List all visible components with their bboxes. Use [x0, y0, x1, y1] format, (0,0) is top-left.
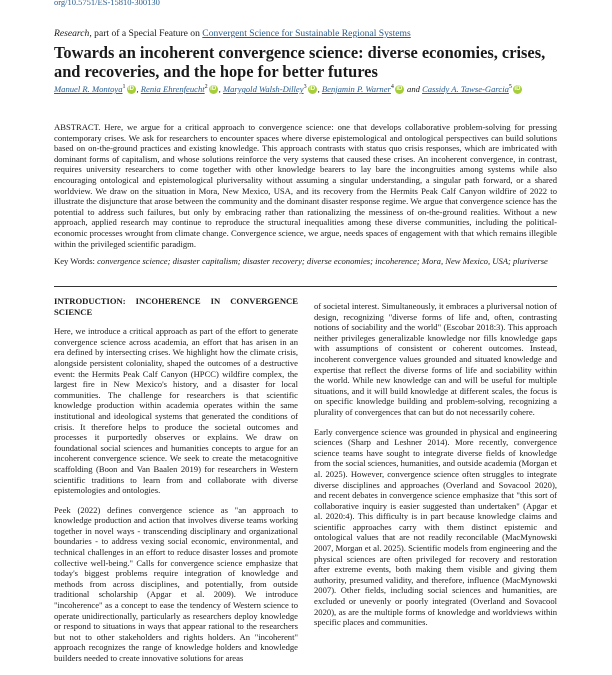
author-name[interactable]: Cassidy A. Tawse-Garcia: [422, 83, 509, 94]
paragraph: Peek (2022) defines convergence science as "an approach to knowledge production and action that involves diverse teams working together in novel ways - transcending disciplinary and organizational boundaries - to address vexing social economic, environmental, and technical challenges in an effort to reduce disaster losses and promote collective well-being." Calls for convergence science emphasize that today's biggest problems require integration of knowledge and methods from across disciplines, and potentially, from outside traditional scholarship (Apgar et al. 2009). We introduce "incoherence" as a concept to ease the tendency of Western science to operate unidirectionally, particularly as researchers deploy knowledge or respond to situations in ways that appear rational to the researchers but not to other stakeholders and rights holders. An "incoherent" approach recognizes the range of knowledge holders and knowledge builders needed to create innovative solutions for areas: [54, 504, 298, 663]
author-name[interactable]: Marygold Walsh-Dilley: [222, 83, 304, 94]
author-affiliation: 1: [122, 84, 126, 90]
author-affiliation: 3: [303, 84, 307, 90]
section-divider: [54, 286, 557, 287]
paragraph: of societal interest. Simultaneously, it embraces a pluriversal notion of design, recognizing "diverse forms of life and, often, contrasting notions of sociability and the world" (Escobar 2018:3). This approach neither privileges generalizable knowledge nor fills knowledge gaps with assumptions of consistent or coherent outcomes. Instead, incoherent convergence values grounded and situated knowledge and expertise that reflect the diverse forms of life and sociability within the world. While new knowledge can and will be useful for multiple situations, and it will build knowledge at different scales, the focus is on specific knowledge building and problem-solving, recognizing a plurality of convergences that can but do not necessarily cohere.: [314, 301, 557, 417]
author-affiliation: 5: [508, 84, 512, 90]
keywords-text: convergence science; disaster capitalism; disaster recovery; diverse economies; incoherence; Mora, New Mexico, USA; pluriverse: [97, 256, 548, 266]
abstract-text: Here, we argue for a critical approach to convergence science: one that develops collaborative problem-solving for pressing contemporary crises. We ask for researchers to encounter spaces where diverse epistemological and ontological perspectives can build solutions based on on-the-ground practices and existing knowledge. This approach contrasts with status quo crisis responses, which are imbricated with dominant forms of capitalism, and whose solutions reinforce the very systems that caused these crises. An incoherent convergence, in contrast, requires university researchers to come together with other knowledge bearers to lay bare the incongruities among systems while also encouraging ontological and epistemological pluriversality without assuming a singular understanding, a singular path forward, or a shared worldview. We draw on the situation in Mora, New Mexico, USA, and its recovery from the Hermits Peak Calf Canyon wildfire of 2022 to illustrate the disjuncture that arose between the community and the dominant disaster response regime. We argue that convergence science has the potential to address such failures, but only by embracing rather than rationalizing the messiness of on-the-ground realities. Without a new approach, applied research may continue to reproduce the structural inequalities among these diverse communities, including the political-economic processes wrought from climate change. Convergence science, we argue, needs spaces of engagement with that which remains illegible within the privileged scientific paradigm.: [54, 122, 557, 249]
special-feature-link[interactable]: Convergent Science for Sustainable Regional Systems: [202, 28, 411, 39]
orcid-icon[interactable]: iD: [514, 86, 521, 93]
paragraph: Early convergence science was grounded in physical and engineering sciences (Sharp and Leshner 2014). More recently, convergence science teams have sought to integrate diverse fields of knowledge from the social sciences, humanities, and outside academia (Morgan et al. 2025). However, convergence science often struggles to integrate diverse disciplines and approaches (Overland and Sovacool 2020), and recent debates in convergence science emphasize that "this sort of collaborative inquiry is easier suggested than undertaken" (Apgar et al. 2020:4). This difficulty is in part because knowledge claims and scientific approaches carry with them distinct epistemic and ontological values that are not readily reconcilable (MacMynowski 2007, Morgan et al. 2025). Scientific models from engineering and the physical sciences are often privileged for recovery and restoration after extreme events, both making them visible and giving them authority, presumed validity, and therefore, influence (MacMynowski 2007). Other fields, including social sciences and humanities, are excluded or unevenly or poorly integrated (Overland and Sovacool 2020), as are the multiple forms of knowledge and worldviews within specific places and communities.: [314, 426, 558, 628]
author-name[interactable]: Manuel R. Montoya: [54, 83, 123, 94]
author-affiliation: 2: [204, 84, 208, 90]
author-affiliation: 4: [390, 84, 394, 90]
orcid-icon[interactable]: iD: [396, 86, 403, 93]
doi-link[interactable]: org/10.5751/ES-15810-300130: [54, 0, 160, 7]
abstract-label: ABSTRACT.: [54, 122, 101, 132]
section-heading: INTRODUCTION: INCOHERENCE IN CONVERGENCE SCIENCE: [54, 296, 298, 317]
special-feature-line: [54, 28, 411, 39]
right-column: [314, 301, 557, 637]
feature-connector: , part of a Special Feature on: [89, 28, 203, 39]
orcid-icon[interactable]: iD: [309, 86, 316, 93]
keywords-label: Key Words:: [54, 256, 95, 266]
orcid-icon[interactable]: iD: [210, 86, 217, 93]
keywords: [54, 256, 557, 267]
paragraph: Here, we introduce a critical approach as part of the effort to generate convergence science across academia, an effort that has arisen in an era defined by intersecting crises. We highlight how the climate crisis, alongside persistent coloniality, shaped the outcomes of a destructive event: the Hermits Peak Calf Canyon (HPCC) wildfire complex, the largest fire in New Mexico's history, and a disaster for local communities. The challenge for researchers is that scientific knowledge production within academia operates within the same institutional and ideological systems that generated the conditions of crisis. It therefore helps to produce the societal outcomes and processes it purportedly observes or explains. We draw on foundational social sciences and humanities concepts to argue for an incoherent convergence science. We seek to create the metacognitive scaffolding (Boon and Van Baalen 2019) for researchers in Western scientific traditions to learn from and collaborate with diverse epistemologies and ontologies.: [54, 326, 298, 496]
orcid-icon[interactable]: iD: [128, 86, 134, 93]
article-type: Research: [54, 28, 90, 39]
authors-and: and: [407, 83, 420, 94]
author-name[interactable]: Benjamin P. Warner: [321, 83, 391, 94]
left-column: [54, 296, 298, 673]
abstract: [54, 122, 557, 249]
article-title: Towards an incoherent convergence science: diverse economies, crises, and recoveries, and the hope for better futures: [54, 43, 546, 81]
author-name[interactable]: Renia Ehrenfeucht: [140, 83, 205, 94]
author-list: Manuel R. Montoya$^1$ iD , Renia Ehrenfeucht$^2$ iD , Marygold Walsh-Dilley$^3$ iD , Benjamin P. Warner$^4$ iD and Cassidy A. Tawse-Garcia$^5$ iD: [54, 83, 521, 94]
